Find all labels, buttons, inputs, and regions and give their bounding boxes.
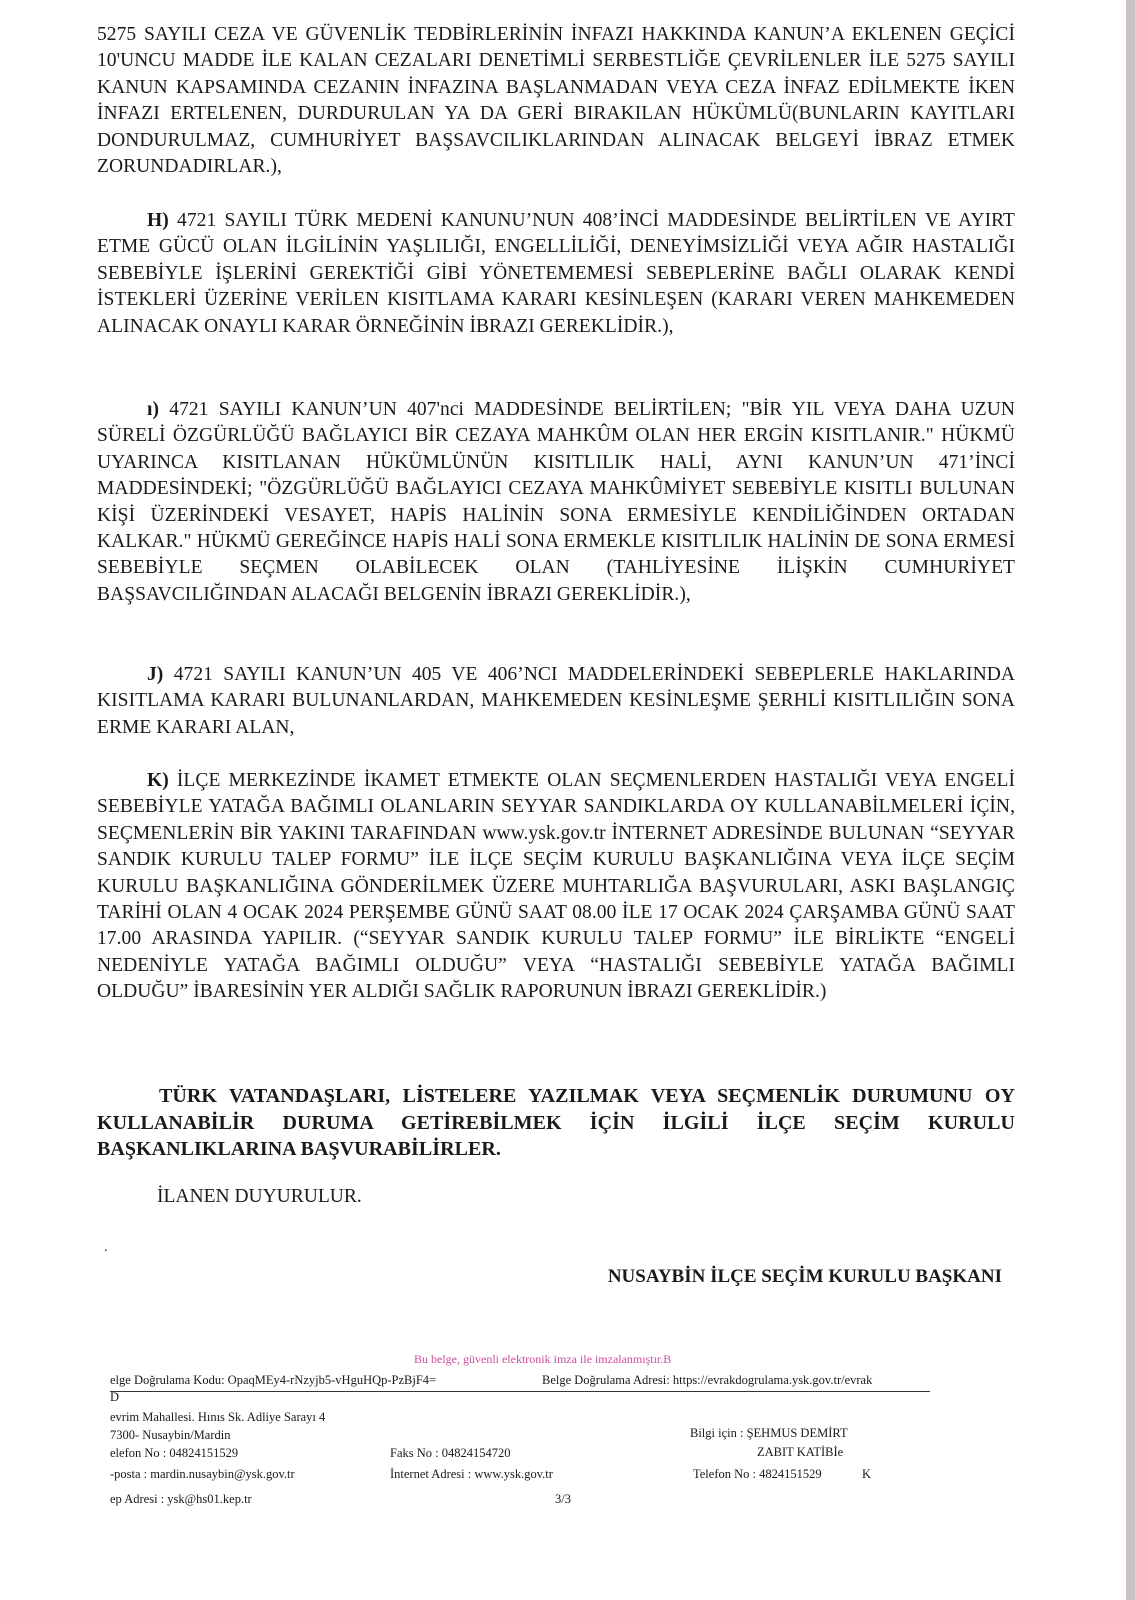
- paragraph-i-text: 4721 SAYILI KANUN’UN 407'nci MADDESİNDE BELİRTİLEN; "BİR YIL VEYA DAHA UZUN SÜRELİ ÖZGÜRLÜĞÜ BAĞLAYICI BİR CEZAYA MAHKÛM OLAN HER ERGİN KISITLANIR." HÜKMÜ UYARINCA KISITLANAN HÜKÜMLÜNÜN KISITLILIK HALİ, AYNI KANUN’UN 471’İNCİ MADDESİNDEKİ; "ÖZGÜRLÜĞÜ BAĞLAYICI CEZAYA MAHKÛMİYET SEBEBİYLE KISITLI BULUNAN KİŞİ ÜZERİNDEKİ VESAYET, HAPİS HALİNİN SONA ERMESİYLE KENDİLİĞİNDEN ORTADAN KALKAR." HÜKMÜ GEREĞİNCE HAPİS HALİ SONA ERMEKLE KISITLILIK HALİNİN DE SONA ERMESİ SEBEBİYLE SEÇMEN OLABİLECEK OLAN (TAHLİYESİNE İLİŞKİN CUMHURİYET BAŞSAVCILIĞINDAN ALACAĞI BELGENİN İBRAZI GEREKLİDİR.),: [97, 399, 1015, 605]
- verification-address-cont: D: [110, 1390, 120, 1404]
- e-signature-note: Bu belge, güvenli elektronik imza ile imzalanmıştır.B: [414, 1352, 672, 1366]
- footer-contact-k: K: [862, 1467, 872, 1481]
- paragraph-k-text: İLÇE MERKEZİNDE İKAMET ETMEKTE OLAN SEÇMENLERDEN HASTALIĞI VEYA ENGELİ SEBEBİYLE YATAĞA BAĞIMLI OLANLARIN SEYYAR SANDIKLARDA OY KULLANABİLMELERİ İÇİN, SEÇMENLERİN BİR YAKINI TARAFINDAN: [97, 770, 1015, 844]
- page-edge: [1126, 0, 1135, 1600]
- paragraph-g: [97, 22, 1015, 180]
- announcement: İLANEN DUYURULUR.: [157, 1186, 362, 1207]
- paragraph-i: [97, 397, 1015, 608]
- footer-fax: Faks No : 04824154720: [390, 1446, 511, 1460]
- paragraph-g-text: 5275 SAYILI CEZA VE GÜVENLİK TEDBİRLERİNİN İNFAZI HAKKINDA KANUN’A EKLENEN GEÇİCİ 10'UNCU MADDE İLE KALAN CEZALARI DENETİMLİ SERBESTLİĞE ÇEVRİLENLER İLE 5275 SAYILI KANUN KAPSAMINDA CEZANIN İNFAZINA BAŞLANMADAN VEYA CEZA İNFAZ EDİLMEKTE İKEN İNFAZI ERTELENEN, DURDURULAN YA DA GERİ BIRAKILAN HÜKÜMLÜ(BUNLARIN KAYITLARI DONDURULMAZ, CUMHURİYET BAŞSAVCILIKLARINDAN ALINACAK BELGEYİ İBRAZ ETMEK ZORUNDADIRLAR.),: [97, 24, 1015, 178]
- paragraph-h-text: 4721 SAYILI TÜRK MEDENİ KANUNU’NUN 408’İNCİ MADDESİNDE BELİRTİLEN VE AYIRT ETME GÜCÜ OLAN İLGİLİNİN YAŞLILIĞI, ENGELLİLİĞİ, DENEYİMSİZLİĞİ VEYA AĞIR HASTALIĞI SEBEBİYLE İŞLERİNİ GEREKTİĞİ GİBİ YÖNETEMEMESİ SEBEPLERİNE BAĞLI OLARAK KENDİ İSTEKLERİ ÜZERİNE VERİLEN KISITLAMA KARARI KESİNLEŞEN (KARARI VEREN MAHKEMEDEN ALINACAK ONAYLI KARAR ÖRNEĞİNİN İBRAZI GEREKLİDİR.),: [97, 210, 1015, 337]
- footer-address: evrim Mahallesi. Hınıs Sk. Adliye Sarayı 4: [110, 1410, 326, 1424]
- verification-code: elge Doğrulama Kodu: OpaqMEy4-rNzyjb5-vHguHQp-PzBjF4=: [110, 1373, 437, 1387]
- paragraph-j: [97, 662, 1015, 741]
- footer-contact-person: Bilgi için : ŞEHMUS DEMİRT: [690, 1426, 848, 1440]
- item-letter-i: ı): [147, 399, 160, 420]
- ysk-url: www.ysk.gov.tr: [482, 822, 606, 844]
- footer-phone: elefon No : 04824151529: [110, 1446, 239, 1460]
- footer-contact-role: ZABIT KATİBİe: [757, 1445, 844, 1459]
- footer-kep: ep Adresi : ysk@hs01.kep.tr: [110, 1492, 252, 1506]
- citizens-notice: [97, 1083, 1015, 1163]
- item-letter-h: H): [147, 210, 169, 231]
- item-letter-j: J): [147, 664, 164, 685]
- stray-dot: .: [104, 1240, 108, 1255]
- paragraph-j-text: 4721 SAYILI KANUN’UN 405 VE 406’NCI MADDELERİNDEKİ SEBEPLERLE HAKLARINDA KISITLAMA KARARI BULUNANLARDAN, MAHKEMEDEN KESİNLEŞME ŞERHLİ KISITLILIĞIN SONA ERME KARARI ALAN,: [97, 664, 1015, 738]
- paragraph-k-text-rest: İNTERNET ADRESİNDE BULUNAN “SEYYAR SANDIK KURULU TALEP FORMU” İLE İLÇE SEÇİM KURULU BAŞKANLIĞINA VEYA İLÇE SEÇİM KURULU BAŞKANLIĞINA GÖNDERİLMEK ÜZERE MUHTARLIĞA BAŞVURULARI, ASKI BAŞLANGIÇ TARİHİ OLAN 4 OCAK 2024 PERŞEMBE GÜNÜ SAAT 08.00 İLE 17 OCAK 2024 ÇARŞAMBA GÜNÜ SAAT 17.00 ARASINDA YAPILIR. (“SEYYAR SANDIK KURULU TALEP FORMU” İLE BİRLİKTE “ENGELİ NEDENİYLE YATAĞA BAĞIMLI OLDUĞU” VEYA “HASTALIĞI SEBEBİYLE YATAĞA BAĞIMLI OLDUĞU” İBARESİNİN YER ALDIĞI SAĞLIK RAPORUNUN İBRAZI GEREKLİDİR.): [97, 822, 1015, 1003]
- footer-email[interactable]: -posta : mardin.nusaybin@ysk.gov.tr: [110, 1467, 295, 1481]
- item-letter-k: K): [147, 770, 169, 791]
- signature-title: NUSAYBİN İLÇE SEÇİM KURULU BAŞKANI: [607, 1266, 1002, 1287]
- page-number: 3/3: [555, 1492, 571, 1506]
- verification-address[interactable]: Belge Doğrulama Adresi: https://evrakdogrulama.ysk.gov.tr/evrak: [542, 1373, 873, 1387]
- verification-line: [110, 1369, 930, 1392]
- footer-website[interactable]: İnternet Adresi : www.ysk.gov.tr: [390, 1467, 553, 1481]
- citizens-notice-text: TÜRK VATANDAŞLARI, LİSTELERE YAZILMAK VEYA SEÇMENLİK DURUMUNU OY KULLANABİLİR DURUMA GETİREBİLMEK İÇİN İLGİLİ İLÇE SEÇİM KURULU BAŞKANLIKLARINA BAŞVURABİLİRLER.: [97, 1085, 1015, 1160]
- footer-contact-phone: Telefon No : 4824151529: [693, 1467, 822, 1481]
- footer-city: 7300- Nusaybin/Mardin: [110, 1428, 231, 1442]
- paragraph-k: [97, 768, 1015, 1006]
- paragraph-h: [97, 208, 1015, 340]
